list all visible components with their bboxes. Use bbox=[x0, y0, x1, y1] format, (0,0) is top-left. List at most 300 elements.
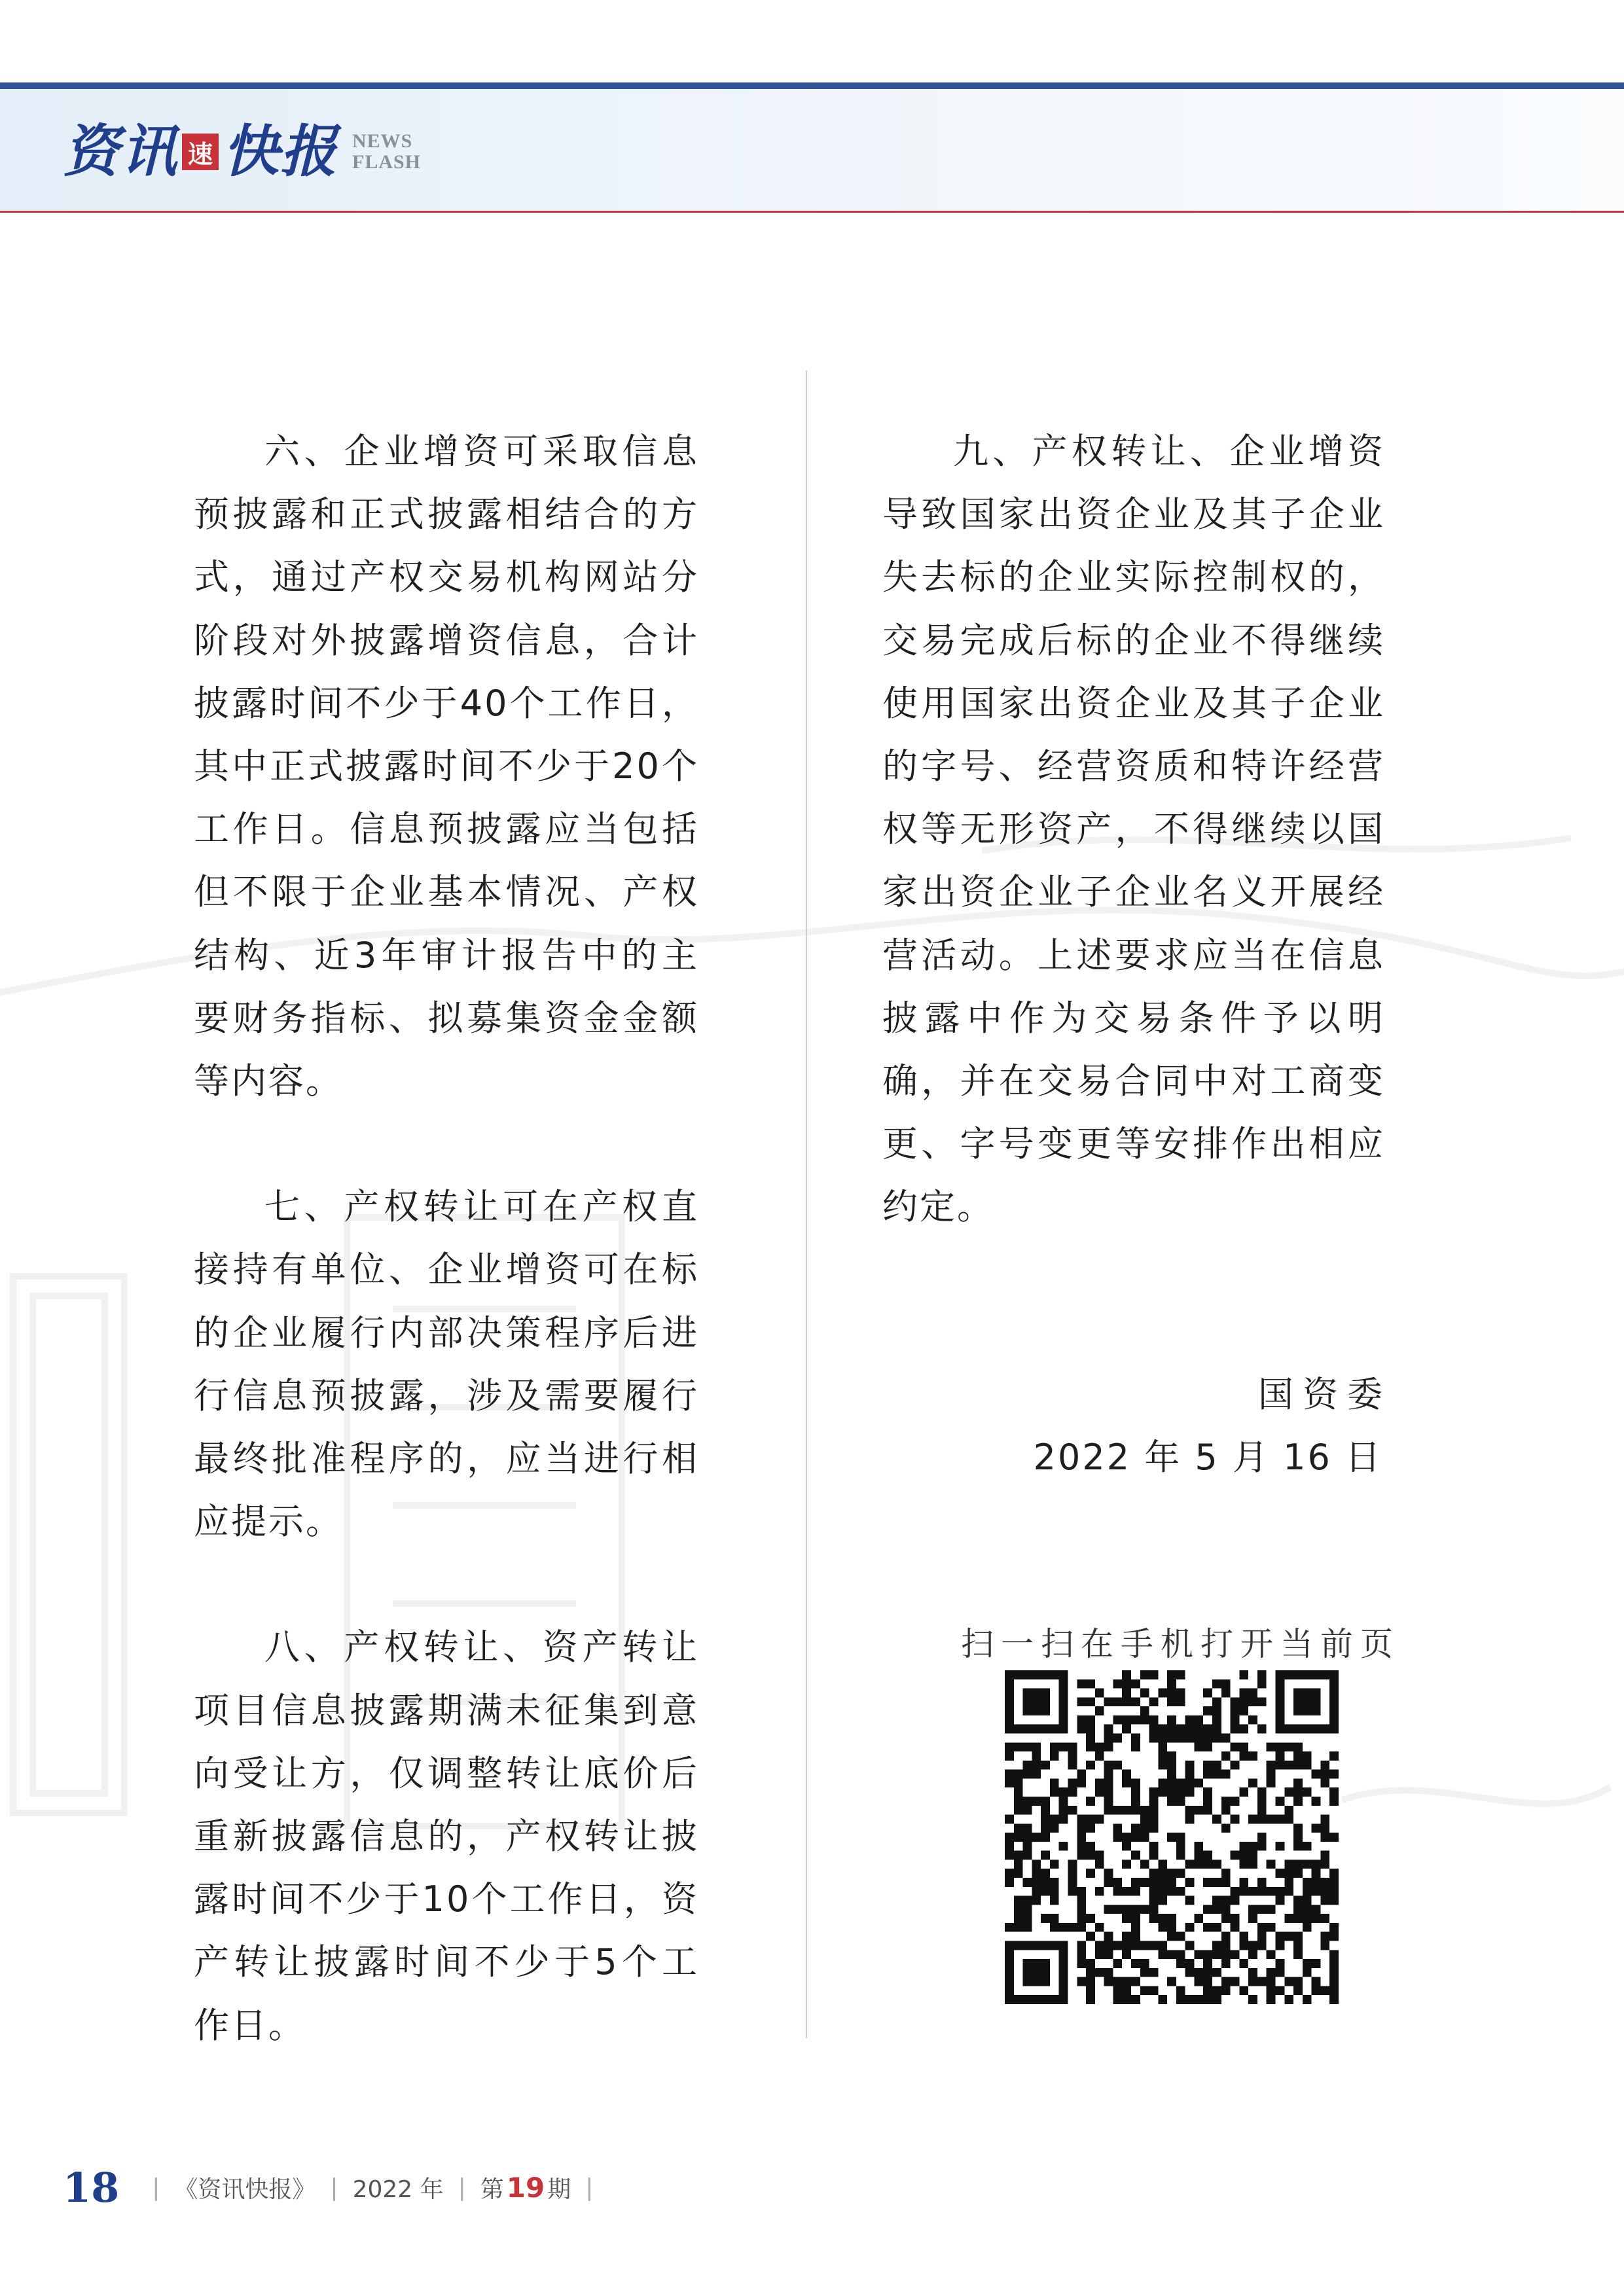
qr-module bbox=[1023, 1941, 1032, 1950]
qr-module bbox=[1257, 1787, 1267, 1797]
qr-module bbox=[1050, 1914, 1059, 1923]
qr-module bbox=[1014, 1670, 1023, 1679]
masthead-title-part1: 资讯 bbox=[63, 118, 178, 185]
publication-name: 《资讯快报》 bbox=[174, 2176, 316, 2203]
qr-module bbox=[1158, 1725, 1167, 1734]
qr-module bbox=[1176, 1950, 1185, 1959]
qr-module bbox=[1023, 1725, 1032, 1734]
qr-module bbox=[1095, 1706, 1104, 1715]
qr-module bbox=[1176, 1851, 1185, 1860]
masthead-english bbox=[352, 131, 421, 173]
qr-module bbox=[1131, 1715, 1140, 1725]
qr-module bbox=[1212, 1941, 1221, 1950]
qr-module bbox=[1068, 1806, 1077, 1815]
qr-module bbox=[1176, 1733, 1185, 1742]
qr-module bbox=[1014, 1859, 1023, 1869]
footer-separator: | bbox=[330, 2174, 338, 2201]
qr-module bbox=[1248, 1859, 1257, 1869]
qr-module bbox=[1014, 1851, 1023, 1860]
qr-module bbox=[1149, 1670, 1159, 1679]
qr-module bbox=[1221, 1733, 1231, 1742]
qr-module bbox=[1140, 1986, 1149, 1995]
qr-module bbox=[1077, 1941, 1086, 1950]
qr-module bbox=[1194, 1851, 1203, 1860]
qr-module bbox=[1131, 1887, 1140, 1896]
qr-module bbox=[1077, 1815, 1086, 1824]
qr-module bbox=[1312, 1986, 1321, 1995]
qr-module bbox=[1131, 1778, 1140, 1787]
qr-module bbox=[1005, 1689, 1014, 1698]
qr-module bbox=[1005, 1725, 1014, 1734]
qr-module bbox=[1303, 1968, 1312, 1977]
qr-module bbox=[1212, 1715, 1221, 1725]
qr-module bbox=[1005, 1833, 1014, 1842]
qr-module bbox=[1203, 1806, 1212, 1815]
qr-module bbox=[1203, 1706, 1212, 1715]
qr-module bbox=[1122, 1941, 1131, 1950]
qr-module bbox=[1194, 1742, 1203, 1751]
qr-module bbox=[1320, 1770, 1329, 1779]
qr-module bbox=[1086, 1986, 1095, 1995]
qr-module bbox=[1221, 1905, 1231, 1914]
qr-module bbox=[1167, 1770, 1176, 1779]
qr-module bbox=[1303, 1697, 1312, 1706]
qr-module bbox=[1239, 1670, 1248, 1679]
qr-module bbox=[1284, 1887, 1293, 1896]
qr-module bbox=[1312, 1914, 1321, 1923]
qr-module bbox=[1104, 1941, 1113, 1950]
qr-module bbox=[1239, 1941, 1248, 1950]
qr-module bbox=[1329, 1887, 1339, 1896]
qr-module bbox=[1248, 1977, 1257, 1986]
qr-module bbox=[1276, 1986, 1285, 1995]
qr-module bbox=[1303, 1878, 1312, 1887]
qr-module bbox=[1050, 1941, 1059, 1950]
qr-module bbox=[1221, 1950, 1231, 1959]
qr-module bbox=[1113, 1715, 1122, 1725]
qr-module bbox=[1329, 1670, 1339, 1679]
qr-module bbox=[1032, 1941, 1041, 1950]
qr-module bbox=[1131, 1977, 1140, 1986]
qr-module bbox=[1203, 1787, 1212, 1797]
qr-module bbox=[1041, 1725, 1050, 1734]
qr-module bbox=[1113, 1679, 1122, 1689]
qr-module bbox=[1284, 1869, 1293, 1878]
qr-module bbox=[1231, 1725, 1240, 1734]
qr-module bbox=[1231, 1896, 1240, 1905]
qr-module bbox=[1050, 1751, 1059, 1761]
qr-module bbox=[1248, 1914, 1257, 1923]
page-footer bbox=[63, 2161, 607, 2214]
qr-module bbox=[1212, 1761, 1221, 1770]
qr-module bbox=[1149, 1815, 1159, 1824]
qr-module bbox=[1059, 1842, 1068, 1851]
qr-module bbox=[1203, 1995, 1212, 2004]
qr-module bbox=[1267, 1761, 1276, 1770]
qr-module bbox=[1203, 1968, 1212, 1977]
qr-module bbox=[1231, 1697, 1240, 1706]
qr-module bbox=[1320, 1859, 1329, 1869]
qr-module bbox=[1086, 1968, 1095, 1977]
qr-module bbox=[1257, 1842, 1267, 1851]
qr-module bbox=[1014, 1995, 1023, 2004]
qr-module bbox=[1284, 1977, 1293, 1986]
qr-module bbox=[1267, 1770, 1276, 1779]
qr-module bbox=[1059, 1941, 1068, 1950]
qr-module bbox=[1167, 1878, 1176, 1887]
qr-module bbox=[1176, 1778, 1185, 1787]
qr-module bbox=[1194, 1950, 1203, 1959]
qr-module bbox=[1239, 1706, 1248, 1715]
qr-module bbox=[1104, 1968, 1113, 1977]
qr-module bbox=[1231, 1706, 1240, 1715]
qr-module bbox=[1167, 1887, 1176, 1896]
qr-module bbox=[1086, 1823, 1095, 1833]
qr-module bbox=[1014, 1823, 1023, 1833]
qr-module bbox=[1203, 1761, 1212, 1770]
qr-module bbox=[1276, 1697, 1285, 1706]
masthead-title-part2: 快报 bbox=[223, 118, 338, 185]
qr-module bbox=[1212, 1995, 1221, 2004]
qr-module bbox=[1239, 1751, 1248, 1761]
qr-module bbox=[1041, 1977, 1050, 1986]
qr-module bbox=[1212, 1859, 1221, 1869]
qr-module bbox=[1303, 1914, 1312, 1923]
qr-module bbox=[1176, 1725, 1185, 1734]
qr-module bbox=[1050, 1823, 1059, 1833]
qr-module bbox=[1077, 1950, 1086, 1959]
qr-module bbox=[1023, 1742, 1032, 1751]
qr-module bbox=[1149, 1797, 1159, 1806]
qr-module bbox=[1041, 1878, 1050, 1887]
qr-module bbox=[1158, 1914, 1167, 1923]
qr-module bbox=[1077, 1959, 1086, 1968]
qr-module bbox=[1221, 1896, 1231, 1905]
qr-module bbox=[1077, 1905, 1086, 1914]
qr-module bbox=[1023, 1689, 1032, 1698]
qr-module bbox=[1284, 1815, 1293, 1824]
qr-module bbox=[1113, 1761, 1122, 1770]
qr-module bbox=[1257, 1833, 1267, 1842]
qr-module bbox=[1131, 1923, 1140, 1932]
qr-module bbox=[1257, 1806, 1267, 1815]
qr-module bbox=[1104, 1725, 1113, 1734]
qr-module bbox=[1095, 1968, 1104, 1977]
qr-module bbox=[1014, 1778, 1023, 1787]
qr-module bbox=[1194, 1914, 1203, 1923]
qr-module bbox=[1140, 1941, 1149, 1950]
qr-module bbox=[1059, 1679, 1068, 1689]
qr-module bbox=[1086, 1761, 1095, 1770]
qr-module bbox=[1131, 1932, 1140, 1941]
qr-module bbox=[1032, 1959, 1041, 1968]
qr-module bbox=[1122, 1859, 1131, 1869]
qr-module bbox=[1158, 1742, 1167, 1751]
qr-module bbox=[1068, 1787, 1077, 1797]
qr-module bbox=[1032, 1968, 1041, 1977]
left-column bbox=[194, 420, 699, 2057]
qr-module bbox=[1014, 1725, 1023, 1734]
qr-module bbox=[1185, 1815, 1195, 1824]
qr-module bbox=[1194, 1715, 1203, 1725]
qr-module bbox=[1086, 1725, 1095, 1734]
qr-module bbox=[1086, 1742, 1095, 1751]
qr-module bbox=[1113, 1733, 1122, 1742]
qr-module bbox=[1212, 1896, 1221, 1905]
qr-module bbox=[1320, 1932, 1329, 1941]
qr-module bbox=[1203, 1959, 1212, 1968]
qr-module bbox=[1221, 1806, 1231, 1815]
qr-module bbox=[1005, 1851, 1014, 1860]
qr-module bbox=[1014, 1869, 1023, 1878]
qr-module bbox=[1312, 1905, 1321, 1914]
qr-module bbox=[1023, 1833, 1032, 1842]
qr-module bbox=[1077, 1887, 1086, 1896]
qr-module bbox=[1276, 1842, 1285, 1851]
qr-module bbox=[1267, 1950, 1276, 1959]
qr-module bbox=[1303, 1787, 1312, 1797]
qr-module bbox=[1113, 1995, 1122, 2004]
qr-module bbox=[1257, 1725, 1267, 1734]
qr-module bbox=[1221, 1689, 1231, 1698]
qr-module bbox=[1221, 1986, 1231, 1995]
qr-module bbox=[1014, 1905, 1023, 1914]
qr-module bbox=[1276, 1968, 1285, 1977]
qr-module bbox=[1140, 1670, 1149, 1679]
qr-module bbox=[1023, 1823, 1032, 1833]
qr-module bbox=[1293, 1905, 1303, 1914]
qr-module bbox=[1086, 1959, 1095, 1968]
qr-module bbox=[1203, 1797, 1212, 1806]
qr-module bbox=[1320, 1778, 1329, 1787]
qr-module bbox=[1167, 1689, 1176, 1698]
qr-module bbox=[1185, 1941, 1195, 1950]
footer-separator: | bbox=[458, 2174, 466, 2201]
qr-module bbox=[1158, 1941, 1167, 1950]
qr-module bbox=[1113, 1941, 1122, 1950]
qr-module bbox=[1257, 1941, 1267, 1950]
qr-module bbox=[1167, 1950, 1176, 1959]
qr-module bbox=[1303, 1706, 1312, 1715]
qr-module bbox=[1203, 1977, 1212, 1986]
qr-module bbox=[1257, 1887, 1267, 1896]
qr-module bbox=[1320, 1725, 1329, 1734]
qr-module bbox=[1176, 1869, 1185, 1878]
qr-module bbox=[1185, 1733, 1195, 1742]
qr-module bbox=[1131, 1833, 1140, 1842]
qr-module bbox=[1158, 1761, 1167, 1770]
qr-module bbox=[1276, 1815, 1285, 1824]
qr-module bbox=[1122, 1697, 1131, 1706]
qr-module bbox=[1059, 1742, 1068, 1751]
qr-module bbox=[1329, 1770, 1339, 1779]
qr-module bbox=[1023, 1878, 1032, 1887]
qr-module bbox=[1149, 1697, 1159, 1706]
qr-module bbox=[1014, 1833, 1023, 1842]
qr-module bbox=[1203, 1851, 1212, 1860]
qr-module bbox=[1041, 1806, 1050, 1815]
qr-module bbox=[1231, 1950, 1240, 1959]
qr-module bbox=[1312, 1959, 1321, 1968]
qr-module bbox=[1312, 1706, 1321, 1715]
qr-module bbox=[1320, 1914, 1329, 1923]
qr-module bbox=[1149, 1941, 1159, 1950]
qr-module bbox=[1023, 1968, 1032, 1977]
qr-module bbox=[1023, 1761, 1032, 1770]
qr-module bbox=[1140, 1806, 1149, 1815]
masthead-en-flash: FLASH bbox=[352, 151, 422, 173]
qr-module bbox=[1005, 1679, 1014, 1689]
qr-module bbox=[1167, 1977, 1176, 1986]
qr-module bbox=[1231, 1851, 1240, 1860]
footer-separator: | bbox=[585, 2174, 594, 2201]
qr-module bbox=[1239, 1887, 1248, 1896]
qr-module bbox=[1176, 1670, 1185, 1679]
qr-module bbox=[1059, 1715, 1068, 1725]
qr-module bbox=[1095, 1787, 1104, 1797]
qr-module bbox=[1068, 1751, 1077, 1761]
qr-module bbox=[1086, 1914, 1095, 1923]
qr-module bbox=[1257, 1679, 1267, 1689]
qr-module bbox=[1095, 1859, 1104, 1869]
qr-module bbox=[1104, 1806, 1113, 1815]
qr-module bbox=[1122, 1679, 1131, 1689]
qr-module bbox=[1276, 1896, 1285, 1905]
qr-module bbox=[1032, 1887, 1041, 1896]
qr-module bbox=[1320, 1851, 1329, 1860]
qr-module bbox=[1185, 1923, 1195, 1932]
qr-module bbox=[1023, 1977, 1032, 1986]
qr-module bbox=[1113, 1905, 1122, 1914]
qr-module bbox=[1041, 1670, 1050, 1679]
qr-module bbox=[1176, 1887, 1185, 1896]
qr-module bbox=[1276, 1670, 1285, 1679]
qr-module bbox=[1023, 1697, 1032, 1706]
qr-module bbox=[1293, 1761, 1303, 1770]
qr-module bbox=[1131, 1679, 1140, 1689]
qr-module bbox=[1005, 1742, 1014, 1751]
qr-module bbox=[1122, 1905, 1131, 1914]
qr-module bbox=[1284, 1806, 1293, 1815]
qr-module bbox=[1131, 1941, 1140, 1950]
qr-module bbox=[1257, 1932, 1267, 1941]
qr-module bbox=[1086, 1815, 1095, 1824]
qr-module bbox=[1231, 1761, 1240, 1770]
qr-module bbox=[1329, 1995, 1339, 2004]
qr-module bbox=[1032, 1670, 1041, 1679]
qr-module bbox=[1014, 1787, 1023, 1797]
qr-module bbox=[1023, 1905, 1032, 1914]
qr-module bbox=[1239, 1689, 1248, 1698]
qr-module bbox=[1059, 1959, 1068, 1968]
column-divider bbox=[806, 370, 807, 2038]
qr-module bbox=[1284, 1761, 1293, 1770]
page-number: 18 bbox=[63, 2163, 120, 2212]
qr-module bbox=[1158, 1950, 1167, 1959]
qr-module bbox=[1023, 1806, 1032, 1815]
qr-module bbox=[1059, 1815, 1068, 1824]
qr-module bbox=[1221, 1977, 1231, 1986]
qr-module bbox=[1320, 1815, 1329, 1824]
qr-module bbox=[1221, 1797, 1231, 1806]
qr-module bbox=[1267, 1968, 1276, 1977]
qr-module bbox=[1312, 1878, 1321, 1887]
qr-module bbox=[1131, 1959, 1140, 1968]
qr-module bbox=[1221, 1751, 1231, 1761]
qr-module bbox=[1131, 1823, 1140, 1833]
qr-module bbox=[1239, 1851, 1248, 1860]
qr-module bbox=[1149, 1968, 1159, 1977]
signature-block bbox=[1033, 1363, 1392, 1489]
qr-module bbox=[1293, 1725, 1303, 1734]
qr-module bbox=[1140, 1823, 1149, 1833]
qr-module bbox=[1131, 1697, 1140, 1706]
qr-module bbox=[1293, 1689, 1303, 1698]
qr-module bbox=[1176, 1986, 1185, 1995]
qr-module bbox=[1014, 1923, 1023, 1932]
qr-module bbox=[1221, 1941, 1231, 1950]
qr-module bbox=[1086, 1869, 1095, 1878]
qr-module bbox=[1176, 1787, 1185, 1797]
qr-module bbox=[1140, 1959, 1149, 1968]
header-divider bbox=[0, 211, 1624, 213]
qr-module bbox=[1185, 1778, 1195, 1787]
qr-module bbox=[1104, 1869, 1113, 1878]
qr-module bbox=[1267, 1923, 1276, 1932]
qr-module bbox=[1041, 1706, 1050, 1715]
qr-module bbox=[1149, 1725, 1159, 1734]
qr-module bbox=[1320, 1823, 1329, 1833]
qr-module bbox=[1276, 1689, 1285, 1698]
qr-module bbox=[1185, 1806, 1195, 1815]
qr-module bbox=[1248, 1697, 1257, 1706]
qr-module bbox=[1032, 1742, 1041, 1751]
qr-module bbox=[1329, 1689, 1339, 1698]
qr-module bbox=[1023, 1959, 1032, 1968]
paragraph-seven: 七、产权转让可在产权直接持有单位、企业增资可在标的企业履行内部决策程序后进行信息预披露，涉及需要履行最终批准程序的，应当进行相应提示。 bbox=[194, 1186, 699, 1543]
qr-module bbox=[1122, 1833, 1131, 1842]
qr-module bbox=[1293, 1896, 1303, 1905]
qr-module bbox=[1068, 1859, 1077, 1869]
qr-module bbox=[1131, 1851, 1140, 1860]
qr-module bbox=[1194, 1968, 1203, 1977]
qr-module bbox=[1077, 1823, 1086, 1833]
qr-module bbox=[1122, 1770, 1131, 1779]
qr-module bbox=[1113, 1806, 1122, 1815]
qr-module bbox=[1267, 1986, 1276, 1995]
qr-module bbox=[1005, 1670, 1014, 1679]
qr-module bbox=[1122, 1914, 1131, 1923]
qr-module bbox=[1041, 1968, 1050, 1977]
qr-module bbox=[1293, 1706, 1303, 1715]
qr-module bbox=[1077, 1770, 1086, 1779]
qr-module bbox=[1312, 1697, 1321, 1706]
qr-module bbox=[1086, 1995, 1095, 2004]
qr-module bbox=[1303, 1887, 1312, 1896]
qr-code-icon[interactable] bbox=[1005, 1670, 1339, 2004]
qr-module bbox=[1248, 1751, 1257, 1761]
qr-module bbox=[1005, 1770, 1014, 1779]
qr-module bbox=[1203, 1689, 1212, 1698]
qr-module bbox=[1293, 1914, 1303, 1923]
qr-module bbox=[1312, 1797, 1321, 1806]
qr-module bbox=[1329, 1923, 1339, 1932]
qr-module bbox=[1167, 1932, 1176, 1941]
qr-module bbox=[1077, 1914, 1086, 1923]
qr-module bbox=[1248, 1778, 1257, 1787]
paragraph-nine: 九、产权转让、企业增资导致国家出资企业及其子企业失去标的企业实际控制权的，交易完成后标的企业不得继续使用国家出资企业及其子企业的字号、经营资质和特许经营权等无形资产，不得继续以国家出资企业子企业名义开展经营活动。上述要求应当在信息披露中作为交易条件予以明确，并在交易合同中对工商变更、字号变更等安排作出相应约定。 bbox=[882, 431, 1385, 1228]
qr-module bbox=[1257, 1905, 1267, 1914]
